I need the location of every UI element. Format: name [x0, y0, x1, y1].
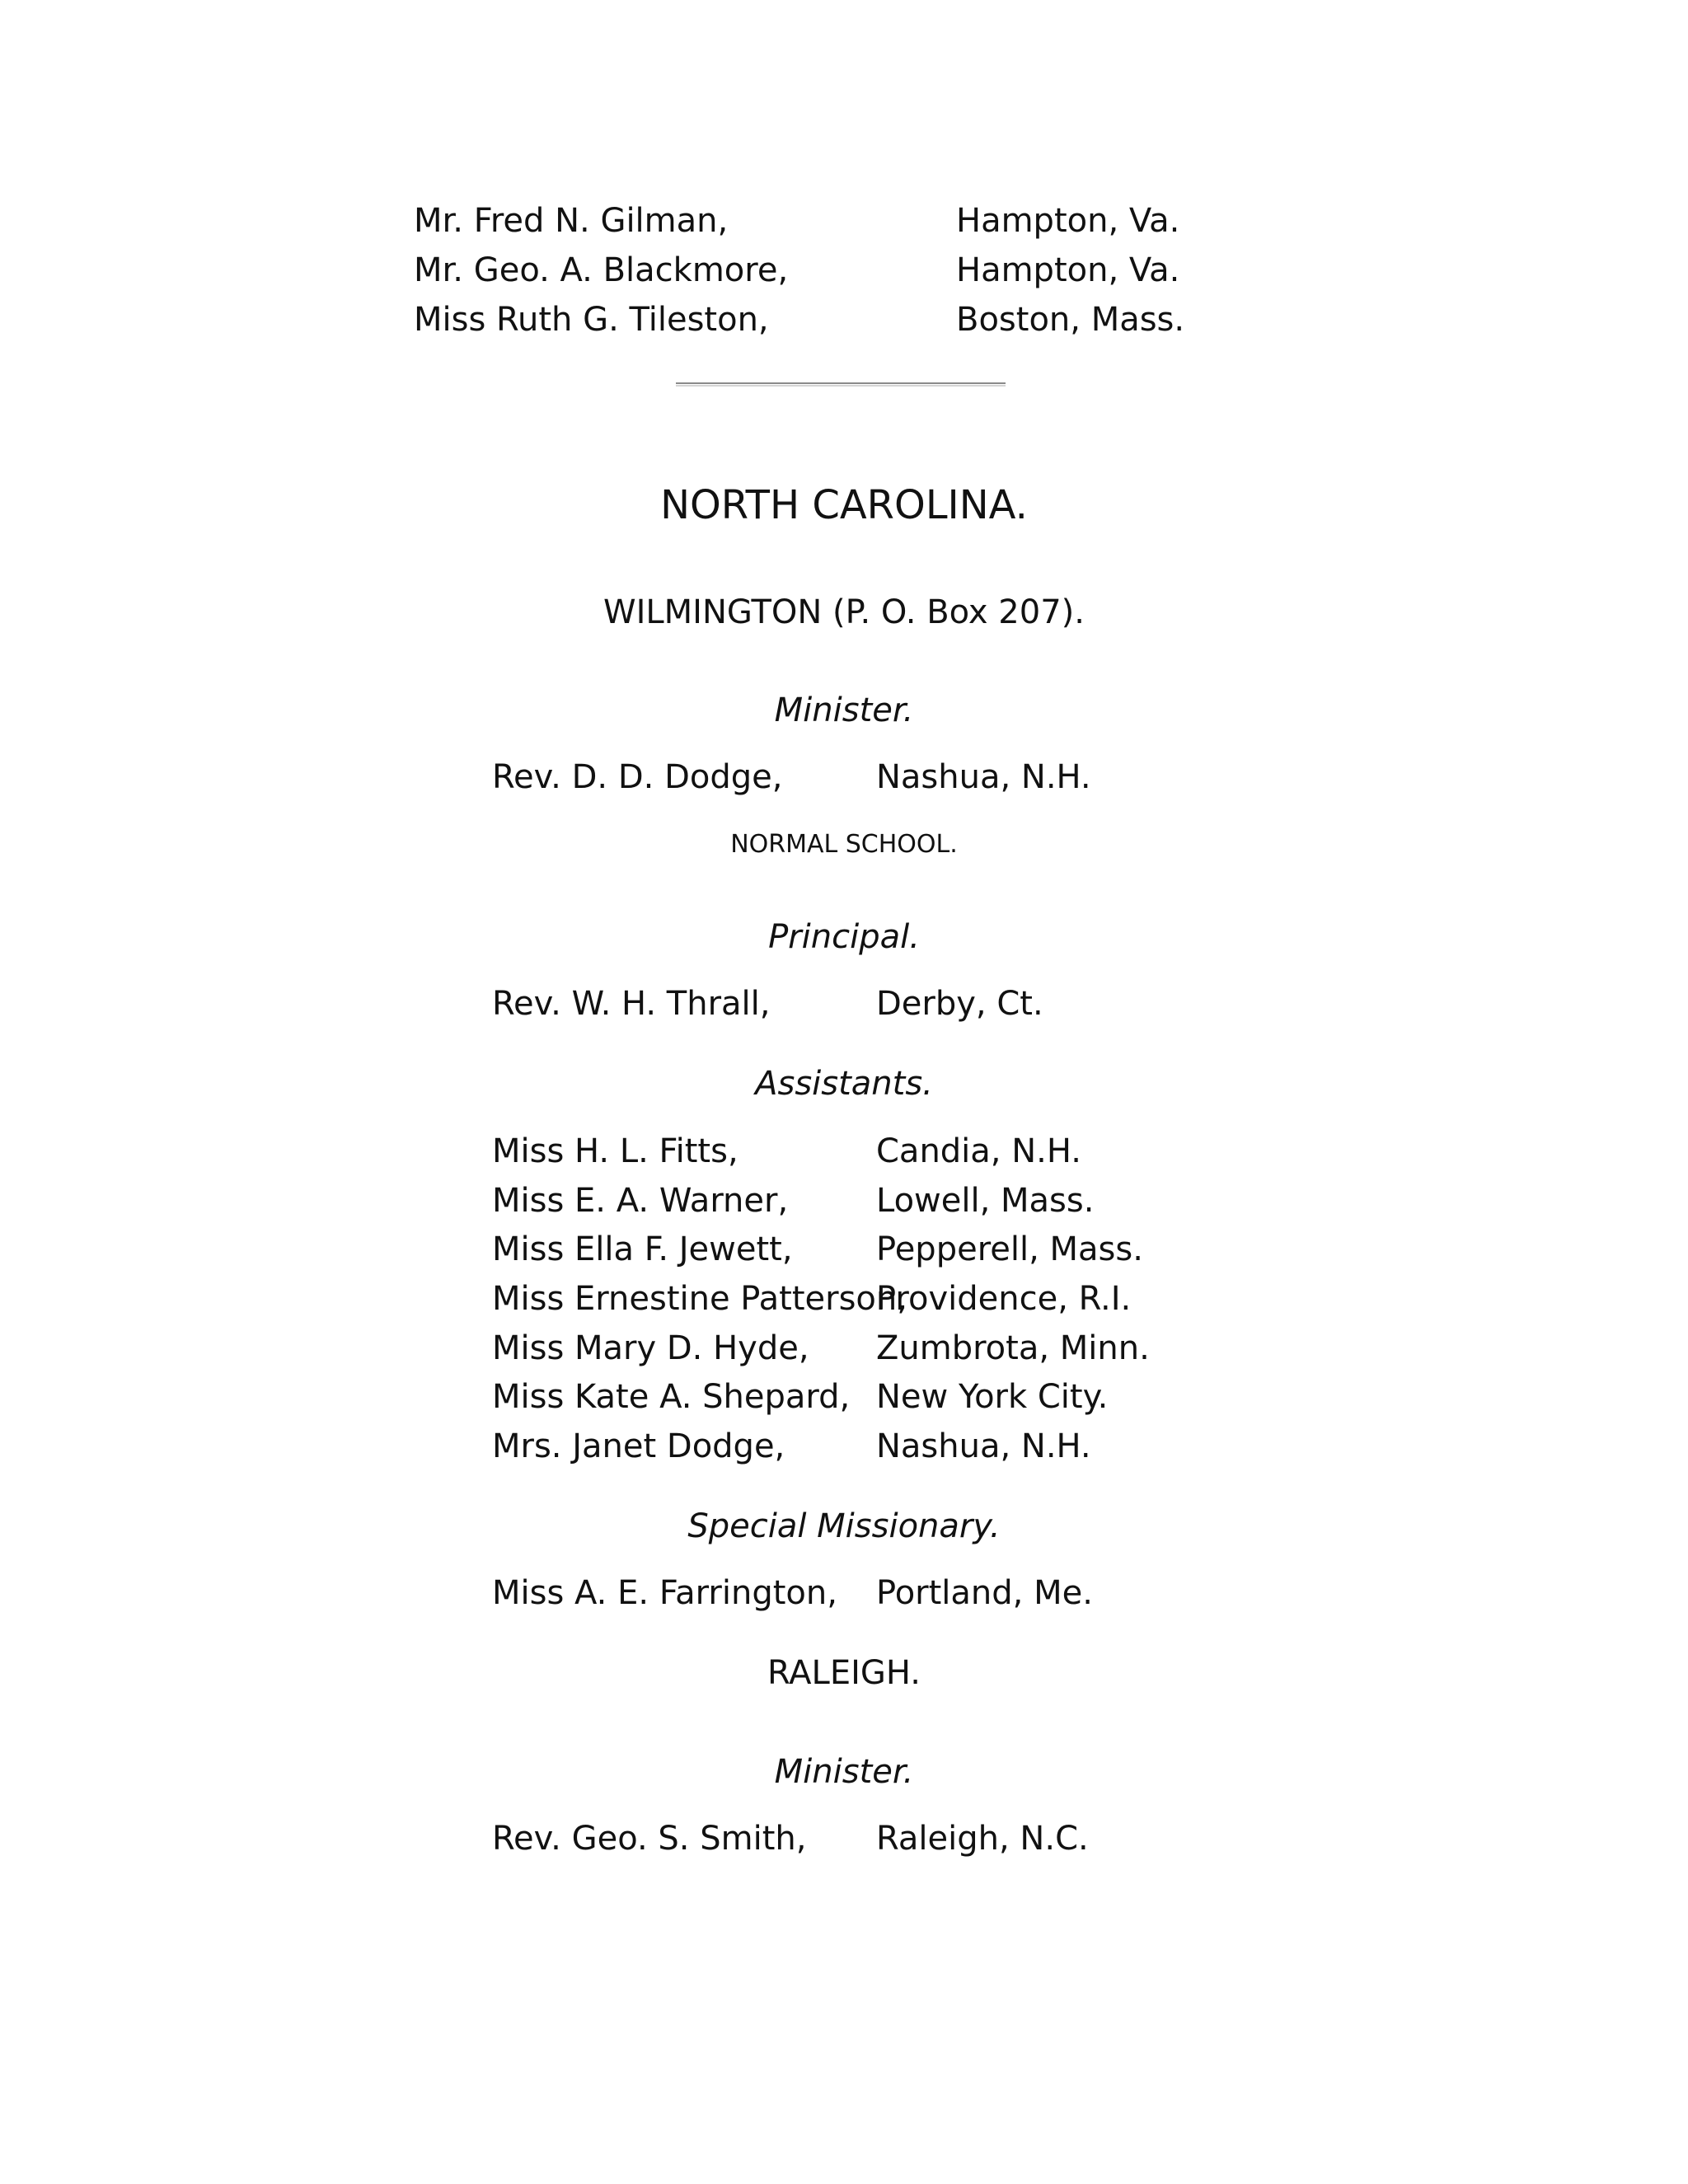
- person-place: Zumbrota, Minn.: [876, 1329, 1150, 1367]
- role-heading-minister: Minister.: [774, 1753, 914, 1791]
- person-name: Miss Mary D. Hyde,: [492, 1329, 809, 1367]
- person-place: Nashua, N.H.: [876, 758, 1091, 796]
- person-place: Portland, Me.: [876, 1574, 1093, 1612]
- person-name: Rev. W. H. Thrall,: [492, 985, 771, 1023]
- person-name: Miss Kate A. Shepard,: [492, 1378, 851, 1416]
- person-name: Mr. Geo. A. Blackmore,: [414, 251, 789, 289]
- person-name: Miss Ernestine Patterson,: [492, 1280, 907, 1318]
- person-place: Hampton, Va.: [956, 251, 1180, 289]
- person-place: Candia, N.H.: [876, 1132, 1081, 1170]
- person-name: Miss A. E. Farrington,: [492, 1574, 837, 1612]
- person-place: New York City.: [876, 1378, 1109, 1416]
- state-heading: NORTH CAROLINA.: [660, 482, 1028, 528]
- section-divider: [676, 382, 1006, 387]
- person-place: Nashua, N.H.: [876, 1427, 1091, 1465]
- person-name: Miss Ella F. Jewett,: [492, 1230, 793, 1268]
- person-name: Miss E. A. Warner,: [492, 1182, 789, 1220]
- person-name: Mr. Fred N. Gilman,: [414, 202, 729, 240]
- school-heading: NORMAL SCHOOL.: [730, 830, 958, 859]
- role-heading-assistants: Assistants.: [755, 1065, 933, 1103]
- person-place: Raleigh, N.C.: [876, 1820, 1089, 1858]
- person-place: Lowell, Mass.: [876, 1182, 1095, 1220]
- person-name: Rev. Geo. S. Smith,: [492, 1820, 807, 1858]
- city-heading-wilmington: WILMINGTON (P. O. Box 207).: [603, 593, 1085, 631]
- role-heading-minister: Minister.: [774, 691, 914, 729]
- person-name: Rev. D. D. Dodge,: [492, 758, 783, 796]
- person-place: Pepperell, Mass.: [876, 1230, 1143, 1268]
- city-heading-raleigh: RALEIGH.: [767, 1654, 921, 1692]
- person-place: Hampton, Va.: [956, 202, 1180, 240]
- person-place: Boston, Mass.: [956, 301, 1185, 339]
- person-place: Derby, Ct.: [876, 985, 1043, 1023]
- person-name: Mrs. Janet Dodge,: [492, 1427, 785, 1465]
- person-place: Providence, R.I.: [876, 1280, 1132, 1318]
- role-heading-special-missionary: Special Missionary.: [687, 1507, 1001, 1545]
- role-heading-principal: Principal.: [768, 918, 920, 956]
- person-name: Miss H. L. Fitts,: [492, 1132, 738, 1170]
- person-name: Miss Ruth G. Tileston,: [414, 301, 769, 339]
